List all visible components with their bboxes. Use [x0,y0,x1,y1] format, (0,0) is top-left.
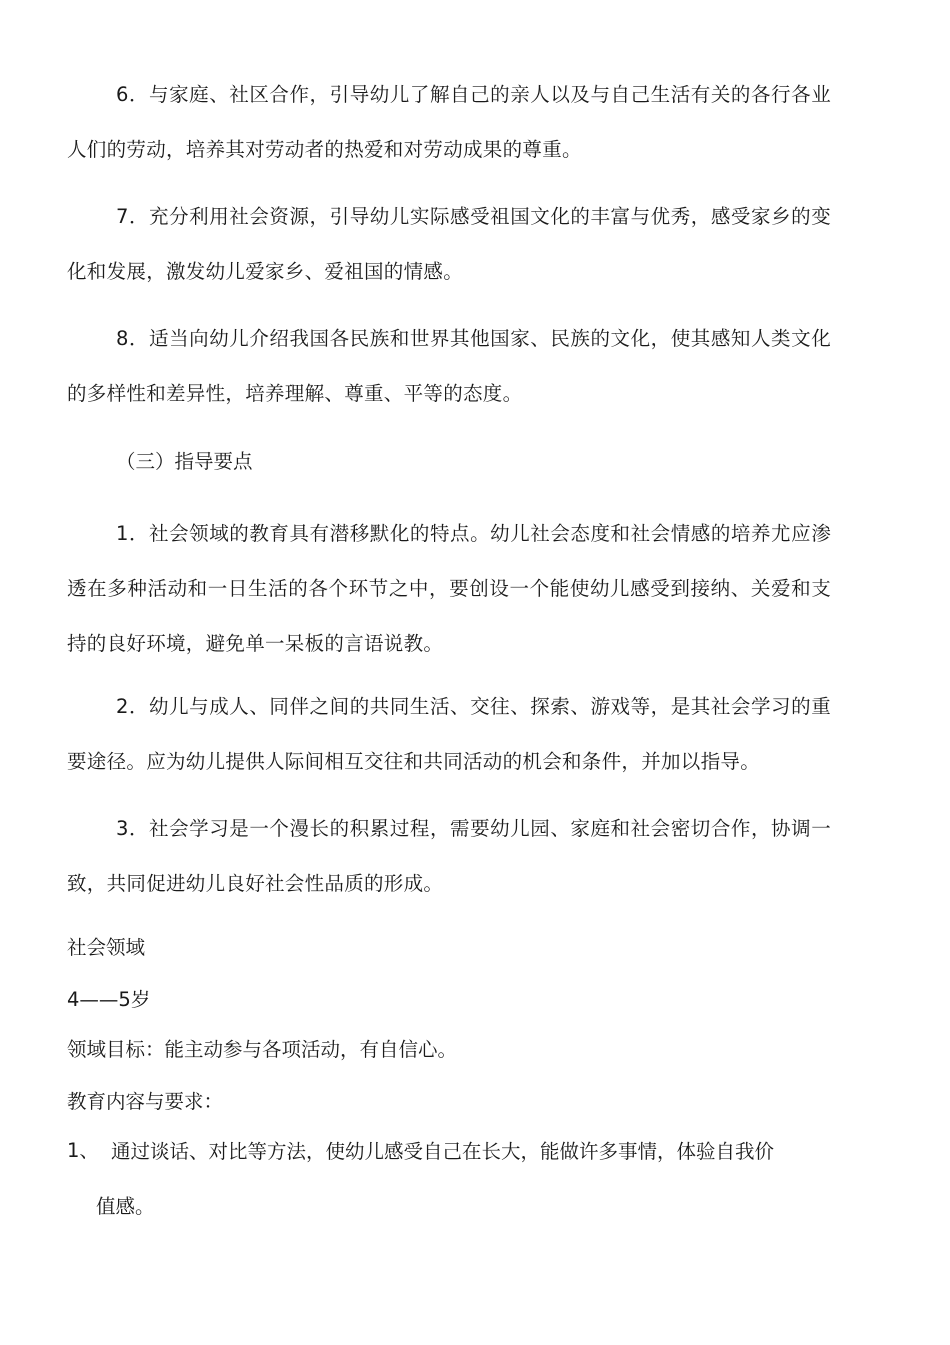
domain-goal: 领域目标：能主动参与各项活动，有自信心。 [67,1038,458,1061]
paragraph-item-6: 6．与家庭、社区合作，引导幼儿了解自己的亲人以及与自己生活有关的各行各业人们的劳动，培养其对劳动者的热爱和对劳动成果的尊重。 [67,83,831,161]
content-item-line: 值感。 [96,1195,155,1218]
section-heading: （三）指导要点 [116,450,253,473]
paragraph-item-8: 8．适当向幼儿介绍我国各民族和世界其他国家、民族的文化，使其感知人类文化的多样性和差异性，培养理解、尊重、平等的态度。 [67,327,831,405]
paragraph-item-7: 7．充分利用社会资源，引导幼儿实际感受祖国文化的丰富与优秀，感受家乡的变化和发展，激发幼儿爱家乡、爱祖国的情感。 [67,205,831,283]
content-item-1 [67,1137,831,1234]
content-item-text [67,1124,831,1234]
guidance-item-1: 1．社会领域的教育具有潜移默化的特点。幼儿社会态度和社会情感的培养尤应渗透在多种活动和一日生活的各个环节之中，要创设一个能使幼儿感受到接纳、关爱和支持的良好环境，避免单一呆板的言语说教。 [67,522,831,655]
content-item-number: 1、 [67,1139,99,1162]
domain-title: 社会领域 [67,936,146,959]
age-range: 4——5岁 [67,988,151,1011]
guidance-item-3: 3．社会学习是一个漫长的积累过程，需要幼儿园、家庭和社会密切合作，协调一致，共同促进幼儿良好社会性品质的形成。 [67,817,831,895]
guidance-item-2: 2．幼儿与成人、同伴之间的共同生活、交往、探索、游戏等，是其社会学习的重要途径。应为幼儿提供人际间相互交往和共同活动的机会和条件，并加以指导。 [67,695,831,773]
content-heading: 教育内容与要求： [67,1090,224,1113]
content-item-line: 通过谈话、对比等方法，使幼儿感受自己在长大，能做许多事情，体验自我价 [111,1140,775,1163]
